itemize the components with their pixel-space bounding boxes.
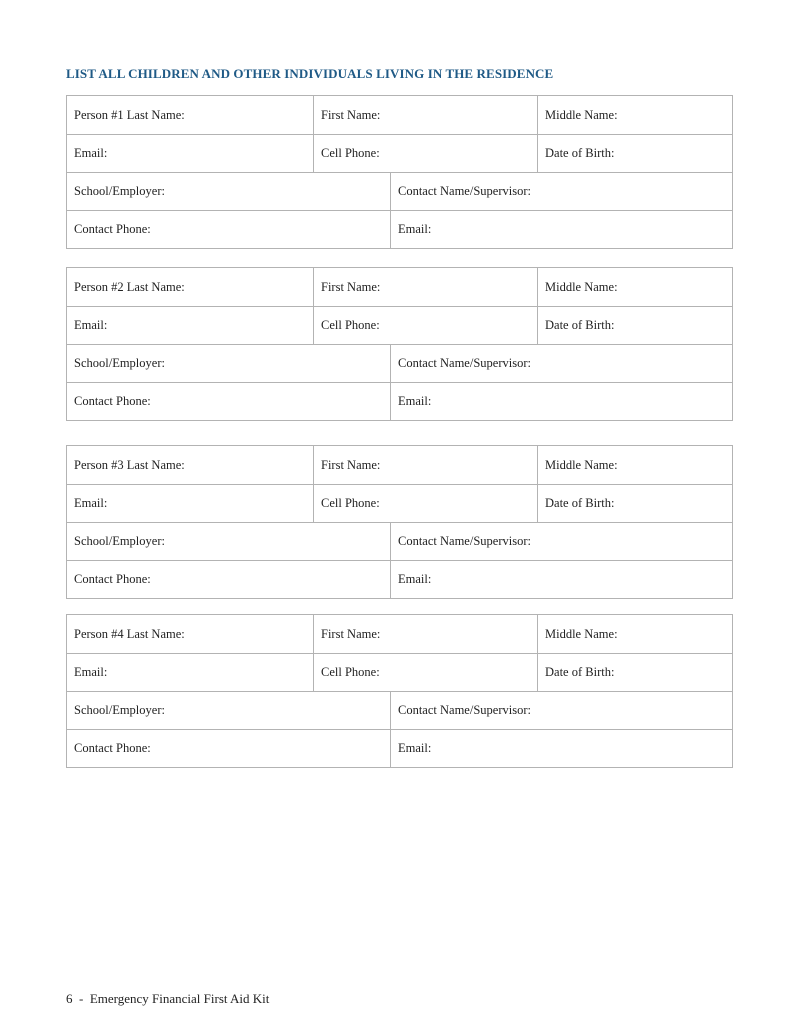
email-field[interactable]: Email: [74, 665, 108, 679]
contact-row [67, 306, 732, 344]
contact-phone-field[interactable]: Contact Phone: [74, 741, 151, 755]
date-of-birth-field[interactable]: Date of Birth: [537, 654, 732, 691]
contact-name-field[interactable]: Contact Name/Supervisor: [390, 173, 732, 210]
contact-name-field[interactable]: Contact Name/Supervisor: [390, 692, 732, 729]
person-4-table [66, 614, 733, 768]
first-name-field[interactable]: First Name: [313, 96, 537, 134]
person-2-table [66, 267, 733, 421]
contact-name-field[interactable]: Contact Name/Supervisor: [390, 345, 732, 382]
name-row [67, 615, 732, 653]
contact-email-field[interactable]: Email: [390, 561, 732, 598]
contact-email-field[interactable]: Email: [390, 211, 732, 248]
school-employer-field[interactable]: School/Employer: [74, 534, 165, 548]
contact-phone-field[interactable]: Contact Phone: [74, 222, 151, 236]
person-3-table [66, 445, 733, 599]
contact-phone-row [67, 560, 732, 598]
name-row [67, 446, 732, 484]
name-row [67, 268, 732, 306]
last-name-field[interactable]: Person #3 Last Name: [74, 457, 185, 472]
date-of-birth-field[interactable]: Date of Birth: [537, 307, 732, 344]
school-employer-field[interactable]: School/Employer: [74, 356, 165, 370]
page-footer: 6 - Emergency Financial First Aid Kit [66, 991, 270, 1006]
school-employer-field[interactable]: School/Employer: [74, 184, 165, 198]
first-name-field[interactable]: First Name: [313, 268, 537, 306]
cell-phone-field[interactable]: Cell Phone: [313, 485, 537, 522]
cell-phone-field[interactable]: Cell Phone: [313, 135, 537, 172]
last-name-field[interactable]: Person #4 Last Name: [74, 626, 185, 641]
contact-email-field[interactable]: Email: [390, 730, 732, 767]
contact-phone-row [67, 382, 732, 420]
name-row [67, 96, 732, 134]
contact-row [67, 653, 732, 691]
cell-phone-field[interactable]: Cell Phone: [313, 307, 537, 344]
first-name-field[interactable]: First Name: [313, 446, 537, 484]
school-row [67, 344, 732, 382]
school-row [67, 172, 732, 210]
contact-phone-field[interactable]: Contact Phone: [74, 572, 151, 586]
section-heading: LIST ALL CHILDREN AND OTHER INDIVIDUALS LIVING IN THE RESIDENCE [66, 66, 554, 81]
first-name-field[interactable]: First Name: [313, 615, 537, 653]
contact-phone-row [67, 729, 732, 767]
school-row [67, 522, 732, 560]
school-employer-field[interactable]: School/Employer: [74, 703, 165, 717]
school-row [67, 691, 732, 729]
middle-name-field[interactable]: Middle Name: [537, 96, 732, 134]
last-name-field[interactable]: Person #2 Last Name: [74, 279, 185, 294]
email-field[interactable]: Email: [74, 146, 108, 160]
last-name-field[interactable]: Person #1 Last Name: [74, 107, 185, 122]
contact-row [67, 134, 732, 172]
date-of-birth-field[interactable]: Date of Birth: [537, 135, 732, 172]
contact-name-field[interactable]: Contact Name/Supervisor: [390, 523, 732, 560]
cell-phone-field[interactable]: Cell Phone: [313, 654, 537, 691]
person-1-table [66, 95, 733, 249]
middle-name-field[interactable]: Middle Name: [537, 446, 732, 484]
email-field[interactable]: Email: [74, 318, 108, 332]
contact-email-field[interactable]: Email: [390, 383, 732, 420]
middle-name-field[interactable]: Middle Name: [537, 615, 732, 653]
contact-row [67, 484, 732, 522]
middle-name-field[interactable]: Middle Name: [537, 268, 732, 306]
contact-phone-field[interactable]: Contact Phone: [74, 394, 151, 408]
contact-phone-row [67, 210, 732, 248]
email-field[interactable]: Email: [74, 496, 108, 510]
date-of-birth-field[interactable]: Date of Birth: [537, 485, 732, 522]
